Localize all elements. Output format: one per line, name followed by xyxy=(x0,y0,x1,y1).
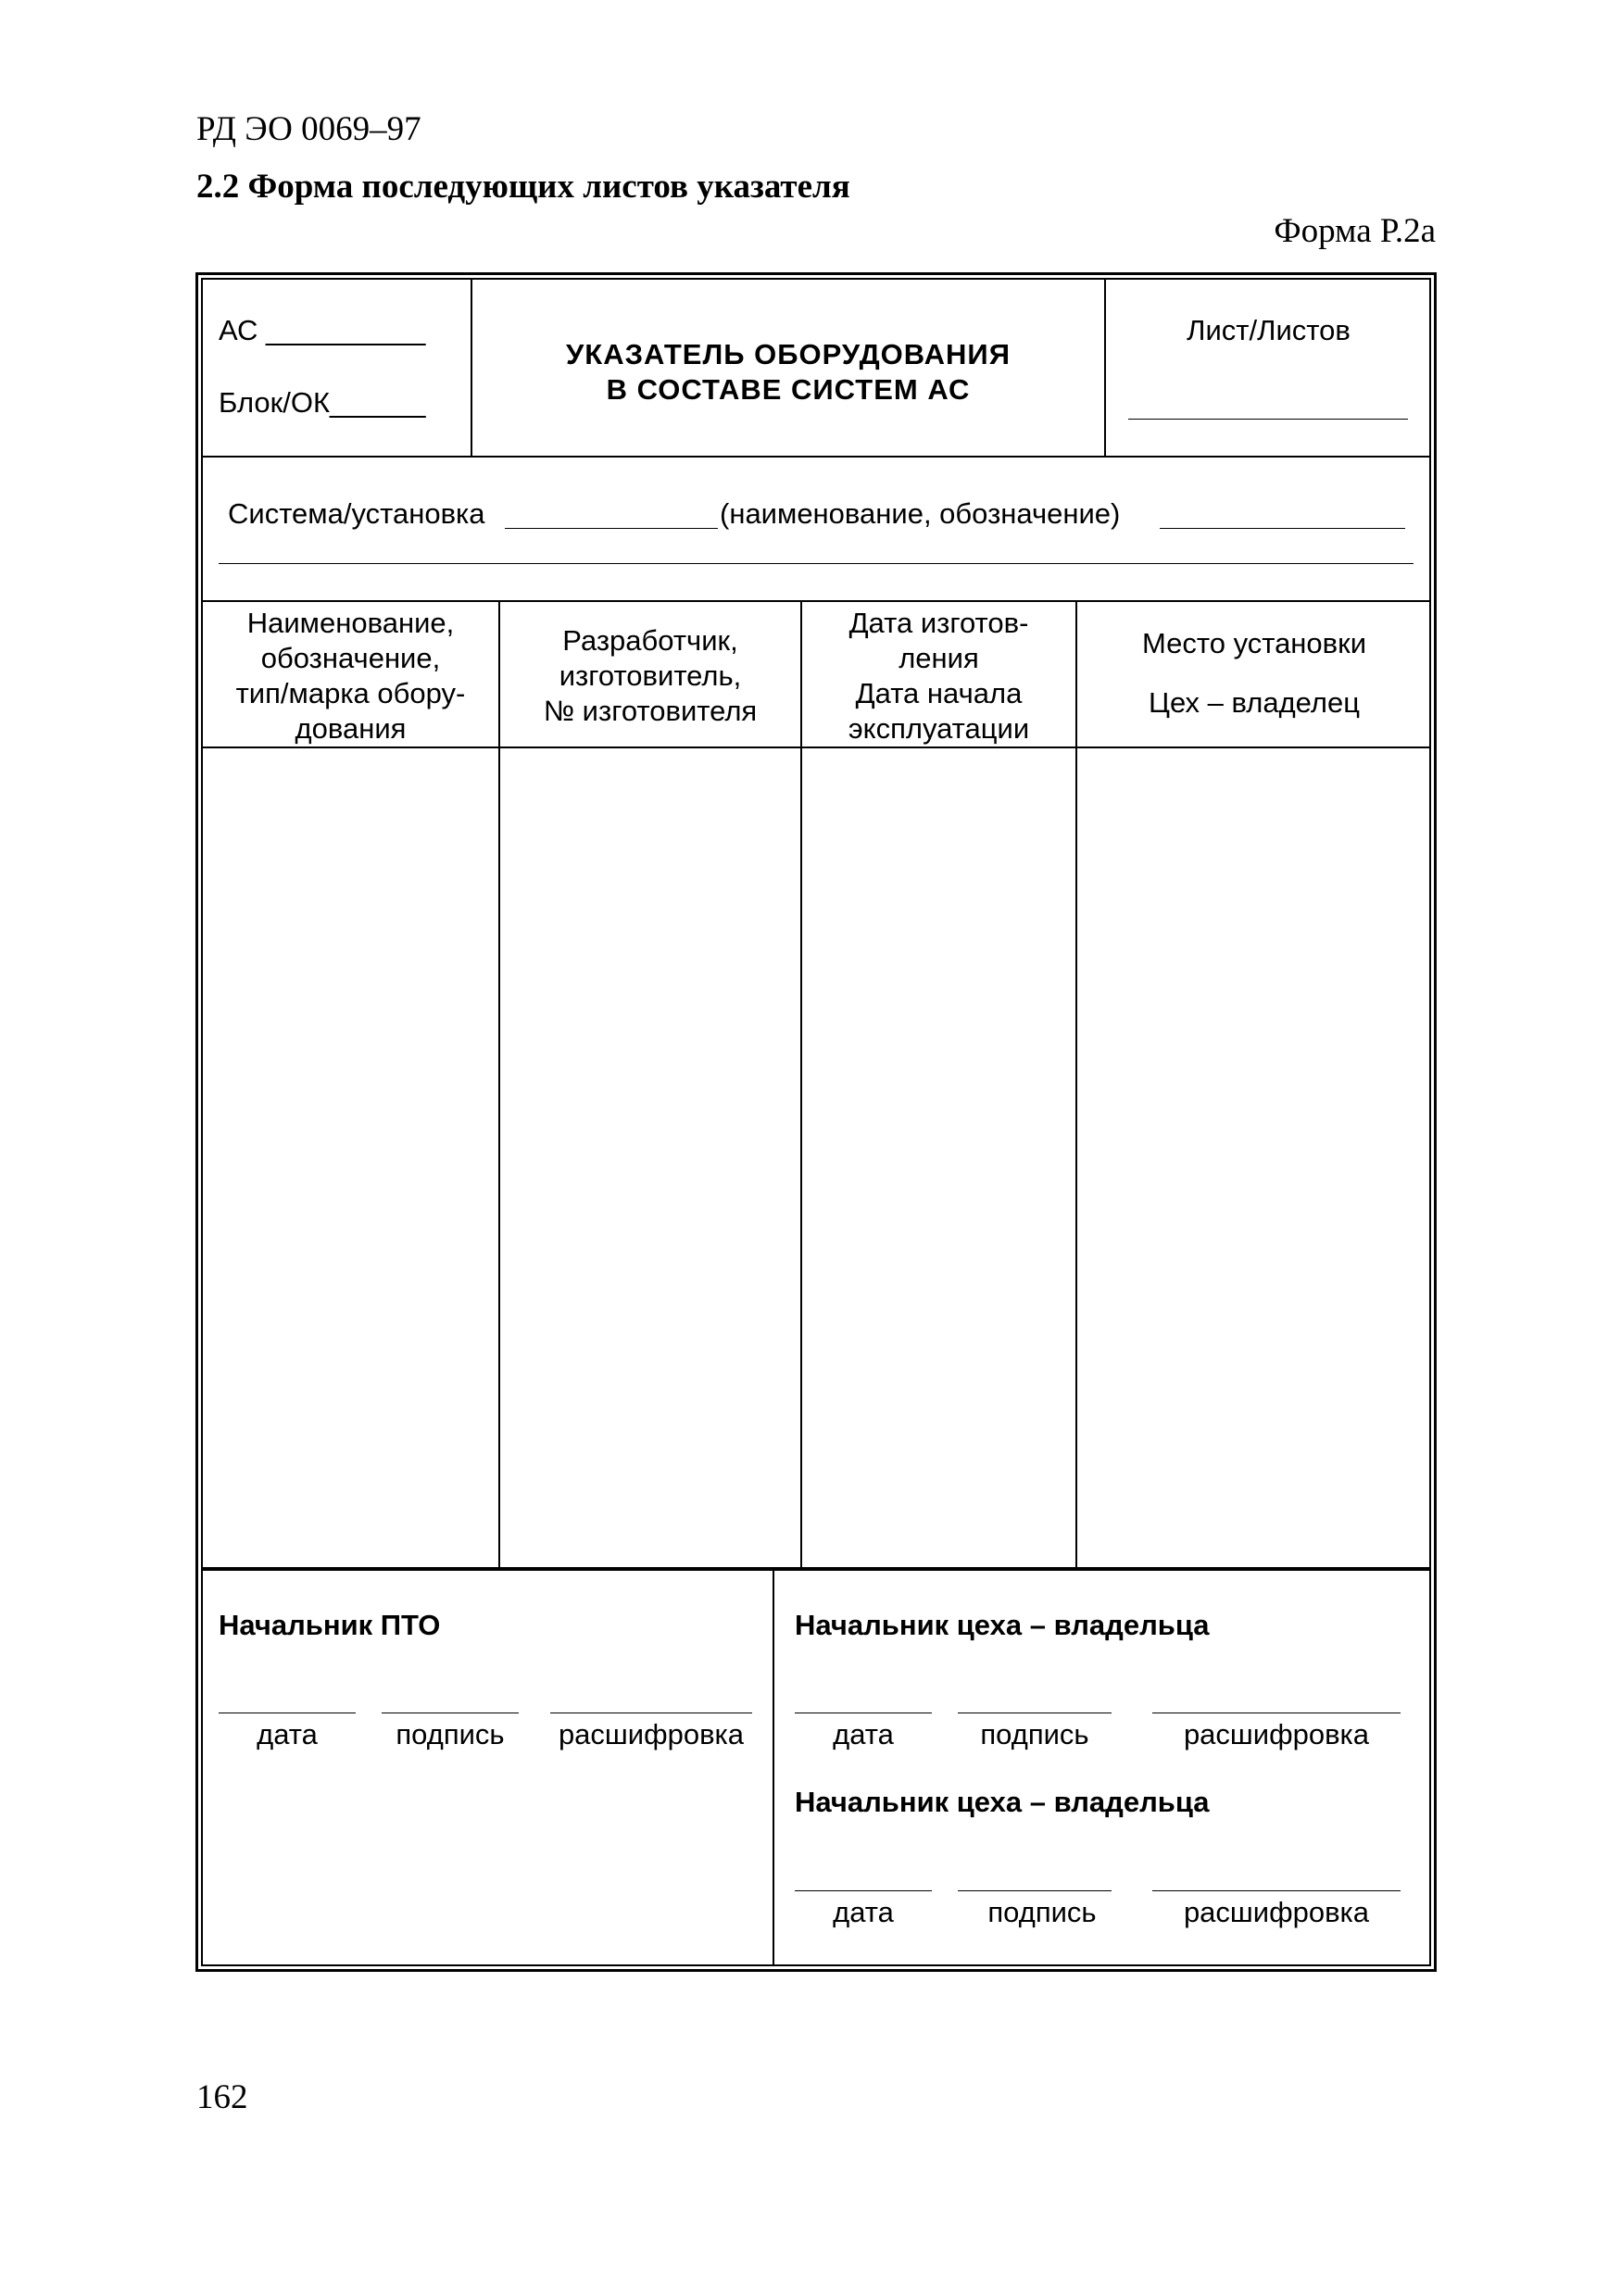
divider-table-bottom xyxy=(201,1567,1431,1571)
system-hint: (наименование, обозначение) xyxy=(720,497,1121,530)
form-number: Форма Р.2а xyxy=(1274,212,1436,250)
system-blank-2[interactable] xyxy=(1160,528,1405,529)
sheet-blank[interactable] xyxy=(1128,419,1408,420)
system-label: Система/установка xyxy=(228,497,485,530)
column-header-name xyxy=(203,606,498,747)
shop-head-title-2: Начальник цеха – владельца xyxy=(795,1786,1210,1818)
column-header-name-line: Наименование, xyxy=(246,607,455,639)
divider-signatures xyxy=(773,1569,774,1966)
column-header-developer-line: Разработчик, xyxy=(562,624,738,657)
shop2-decoding-label: расшифровка xyxy=(1183,1896,1370,1928)
shop1-signature-label: подпись xyxy=(980,1718,1089,1750)
as-field[interactable] xyxy=(219,313,425,348)
as-label: АС xyxy=(219,314,258,346)
column-header-dates-line: Дата изготов- xyxy=(848,607,1029,639)
shop2-date-blank[interactable] xyxy=(795,1890,932,1891)
shop2-date-label: дата xyxy=(833,1896,894,1928)
column-header-dates-line: эксплуатации xyxy=(848,712,1030,745)
as-blank: __________ xyxy=(266,314,426,346)
column-header-name-line: тип/марка обору- xyxy=(235,677,466,709)
column-header-location-line: Место установки xyxy=(1141,627,1367,659)
pto-signature-label: подпись xyxy=(396,1718,505,1750)
shop2-signature-blank[interactable] xyxy=(958,1890,1112,1891)
column-header-developer-line: изготовитель, xyxy=(559,659,742,692)
document-code: РД ЭО 0069–97 xyxy=(196,110,421,148)
block-field[interactable] xyxy=(219,385,425,420)
column-header-developer xyxy=(500,623,800,729)
column-header-dates xyxy=(802,606,1075,747)
divider-header-right xyxy=(1104,278,1106,456)
form-title-line-1: УКАЗАТЕЛЬ ОБОРУДОВАНИЯ xyxy=(566,338,1011,370)
block-blank: ______ xyxy=(330,386,426,419)
shop1-date-label: дата xyxy=(833,1718,894,1750)
column-header-developer-line: № изготовителя xyxy=(543,695,758,727)
system-blank-line-2[interactable] xyxy=(219,563,1414,564)
divider-col-1 xyxy=(498,600,500,1569)
sheet-label: Лист/Листов xyxy=(1187,314,1351,346)
system-blank-1[interactable] xyxy=(505,528,718,529)
shop1-decoding-label: расшифровка xyxy=(1183,1718,1370,1750)
column-header-dates-line: ления xyxy=(898,642,979,674)
block-label: Блок/ОК xyxy=(219,386,331,419)
shop2-signature-label: подпись xyxy=(987,1896,1097,1928)
page-number: 162 xyxy=(196,2078,248,2116)
shop2-decoding-blank[interactable] xyxy=(1152,1890,1401,1891)
pto-date-label: дата xyxy=(257,1718,318,1750)
shop-head-title-1: Начальник цеха – владельца xyxy=(795,1609,1210,1641)
column-header-name-line: дования xyxy=(295,712,407,745)
divider-columns-header-bottom xyxy=(201,747,1431,748)
section-title: 2.2 Форма последующих листов указателя xyxy=(196,168,850,206)
column-header-name-line: обозначение, xyxy=(260,642,441,674)
divider-col-3 xyxy=(1075,600,1077,1569)
column-header-dates-line: Дата начала xyxy=(855,677,1023,709)
column-header-location-line: Цех – владелец xyxy=(1149,686,1360,719)
divider-header-bottom xyxy=(201,456,1431,458)
pto-title: Начальник ПТО xyxy=(219,1609,441,1641)
form-title-line-2: В СОСТАВЕ СИСТЕМ АС xyxy=(606,373,971,406)
divider-system-bottom xyxy=(201,600,1431,602)
pto-decoding-label: расшифровка xyxy=(558,1718,745,1750)
column-header-location xyxy=(1077,626,1431,721)
